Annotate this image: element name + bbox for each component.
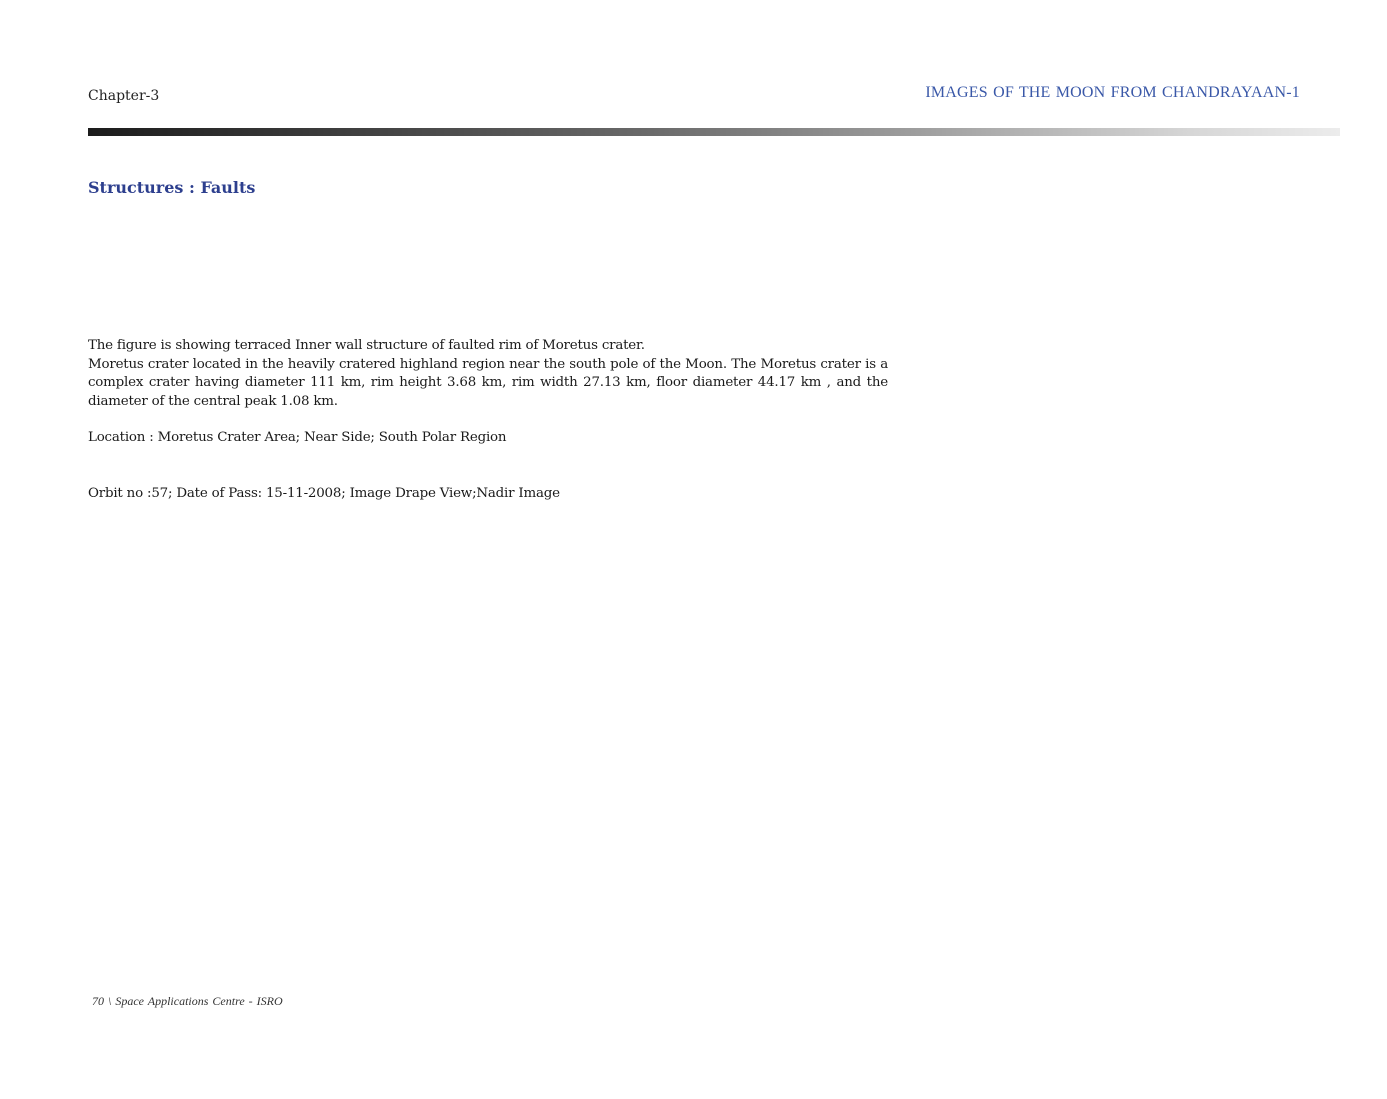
chapter-label: Chapter-3 — [88, 88, 160, 104]
section-title: Structures : Faults — [88, 178, 256, 197]
orbit-line: Orbit no :57; Date of Pass: 15-11-2008; Image Drape View;Nadir Image — [88, 486, 560, 501]
location-line: Location : Moretus Crater Area; Near Side; South Polar Region — [88, 430, 507, 445]
running-header-title: IMAGES OF THE MOON FROM CHANDRAYAAN-1 — [925, 84, 1300, 101]
body-text-block — [88, 337, 888, 411]
body-first-line: The figure is showing terraced Inner wall structure of faulted rim of Moretus crater. — [88, 338, 645, 353]
page-footer: 70 \ Space Applications Centre - ISRO — [92, 994, 283, 1008]
body-paragraph: Moretus crater located in the heavily cratered highland region near the south pole of the Moon. The Moretus crater is a complex crater having diameter 111 km, rim height 3.68 km, rim width 27.13 km, floor diameter 44.17 km , and the diameter of the central peak 1.08 km. — [88, 356, 888, 409]
header-gradient-rule — [88, 128, 1340, 136]
